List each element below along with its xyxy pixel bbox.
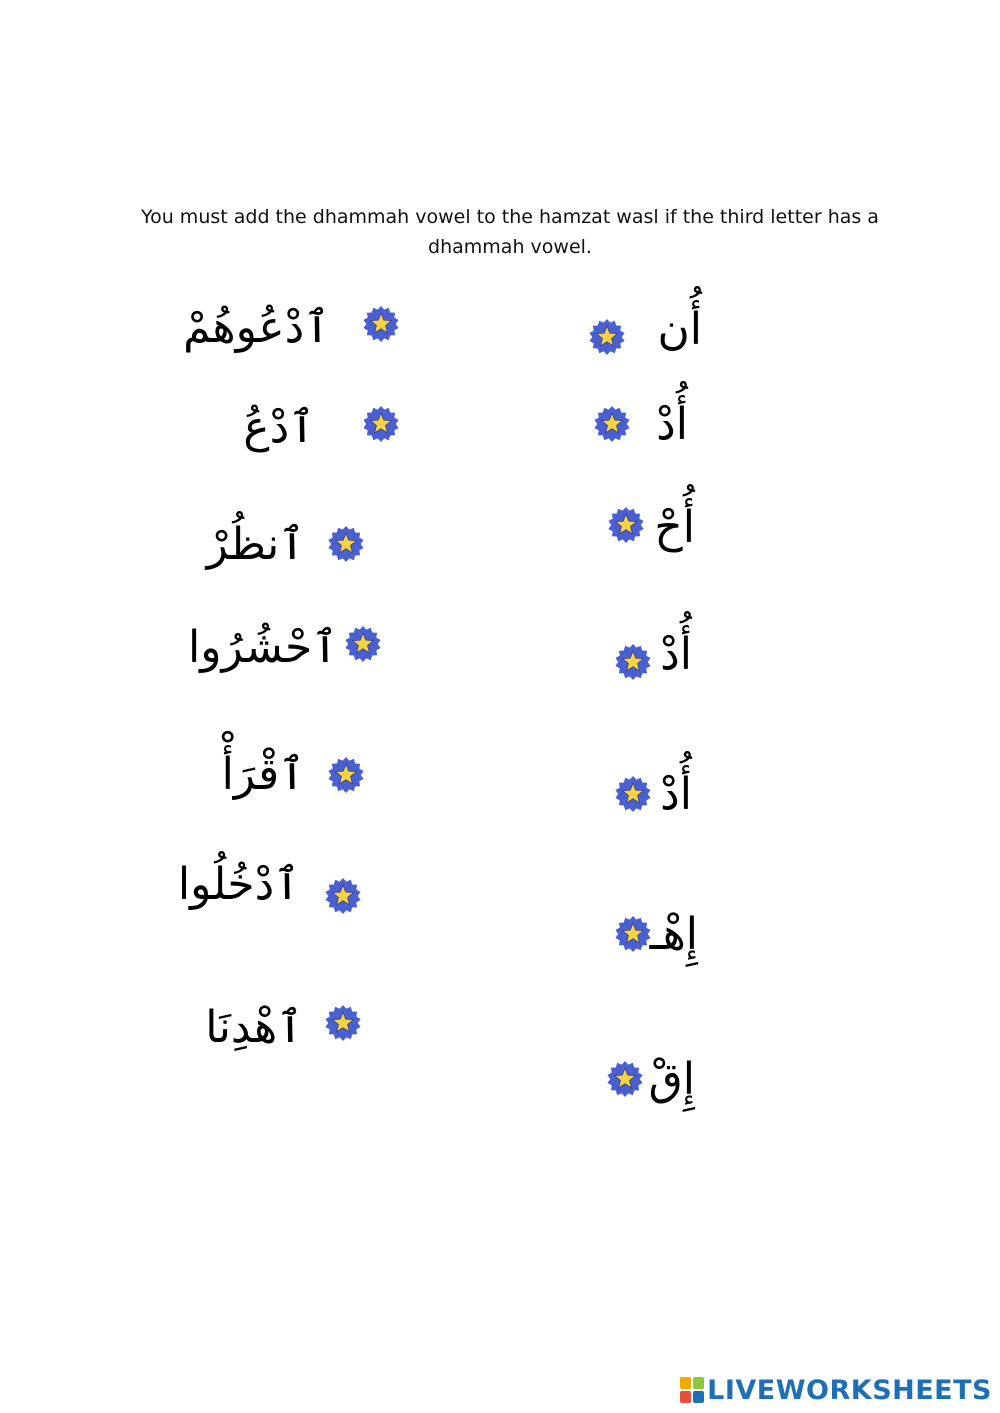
star-drop-target-right-5[interactable] xyxy=(614,775,652,813)
star-icon xyxy=(344,625,382,663)
liveworksheets-logo xyxy=(680,1373,992,1407)
star-drop-target-right-6[interactable] xyxy=(614,915,652,953)
star-drop-target-left-7[interactable] xyxy=(324,1004,362,1042)
star-icon xyxy=(607,506,645,544)
star-icon xyxy=(593,405,631,443)
left-word-6: ٱدْخُلُوا xyxy=(177,859,300,910)
right-word-4: أُدْ xyxy=(660,629,692,680)
star-icon xyxy=(324,877,362,915)
star-icon xyxy=(614,915,652,953)
star-icon xyxy=(614,775,652,813)
right-word-1: أُن xyxy=(657,304,702,355)
left-word-7: ٱهْدِنَا xyxy=(205,1002,303,1053)
star-drop-target-left-3[interactable] xyxy=(327,525,365,563)
star-icon xyxy=(588,318,626,356)
logo-mark-icon xyxy=(680,1377,704,1403)
star-drop-target-left-5[interactable] xyxy=(327,756,365,794)
instructions-text: You must add the dhammah vowel to the hamzat wasl if the third letter has a dhammah vowel. xyxy=(141,206,879,258)
star-icon xyxy=(362,305,400,343)
left-word-3: ٱنظُرْ xyxy=(206,519,305,570)
star-drop-target-left-4[interactable] xyxy=(344,625,382,663)
star-icon xyxy=(606,1060,644,1098)
logo-square-3 xyxy=(680,1391,691,1403)
star-icon xyxy=(327,756,365,794)
right-word-6: إِهْـ xyxy=(649,909,698,960)
star-icon xyxy=(614,643,652,681)
star-icon xyxy=(362,405,400,443)
right-word-2: أُدْ xyxy=(656,399,688,450)
right-word-7: إِقْ xyxy=(648,1054,695,1105)
star-drop-target-right-2[interactable] xyxy=(593,405,631,443)
logo-square-2 xyxy=(693,1377,704,1389)
left-word-4: ٱحْشُرُوا xyxy=(188,622,338,673)
star-drop-target-right-3[interactable] xyxy=(607,506,645,544)
star-drop-target-right-4[interactable] xyxy=(614,643,652,681)
star-drop-target-left-1[interactable] xyxy=(362,305,400,343)
right-word-5: أُدْ xyxy=(660,769,692,820)
right-word-3: أُحْ xyxy=(654,502,695,553)
left-word-1: ٱدْعُوهُمْ xyxy=(183,302,330,353)
star-drop-target-left-6[interactable] xyxy=(324,877,362,915)
star-drop-target-left-2[interactable] xyxy=(362,405,400,443)
logo-text: LIVEWORKSHEETS xyxy=(707,1374,992,1406)
logo-square-4 xyxy=(693,1391,704,1403)
star-icon xyxy=(327,525,365,563)
star-icon xyxy=(324,1004,362,1042)
left-word-2: ٱدْعُ xyxy=(243,402,315,453)
star-drop-target-right-1[interactable] xyxy=(588,318,626,356)
star-drop-target-right-7[interactable] xyxy=(606,1060,644,1098)
left-word-5: ٱقْرَأْ xyxy=(221,749,305,800)
logo-square-1 xyxy=(680,1377,691,1389)
